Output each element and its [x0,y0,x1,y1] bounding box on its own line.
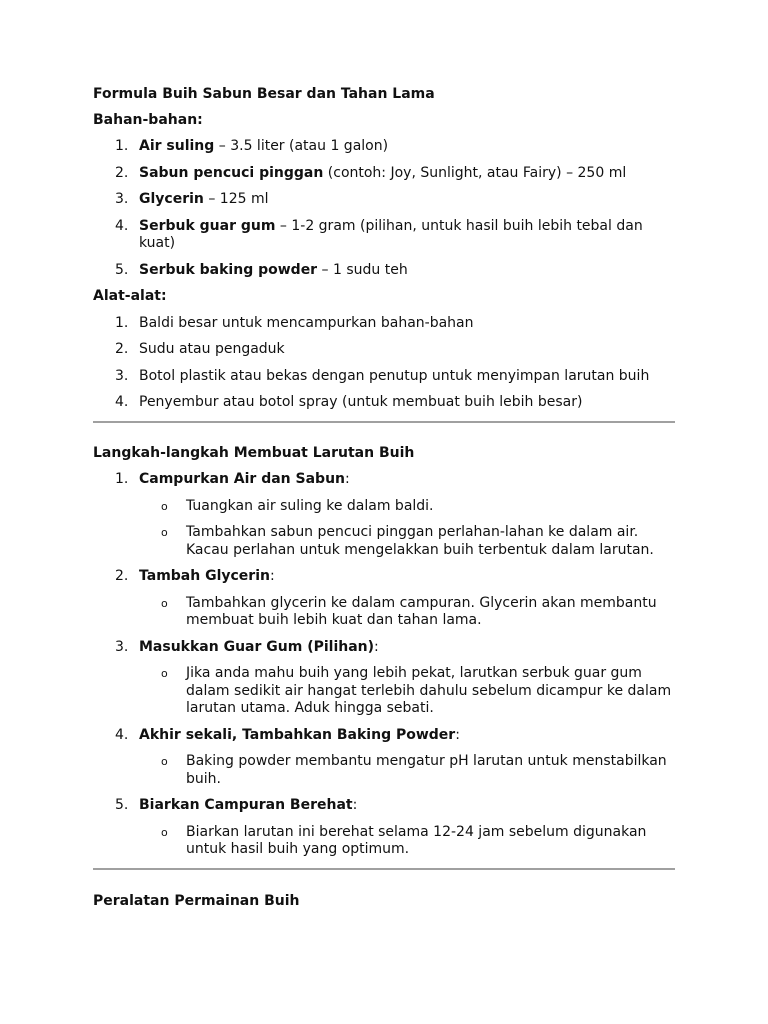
list-number: 3. [115,638,129,655]
substep-text: Tambahkan glycerin ke dalam campuran. Glycerin akan membantu membuat buih lebih kuat dan tahan lama. [186,594,657,628]
substep-list [139,595,675,630]
substep-item [139,595,675,630]
tool-text: Botol plastik atau bekas dengan penutup untuk menyimpan larutan buih [139,367,650,384]
step-colon: : [352,797,358,813]
list-item [93,341,675,359]
tool-text: Penyembur atau botol spray (untuk membuat buih lebih besar) [139,394,583,410]
substep-text: Baking powder membantu mengatur pH larutan untuk menstabilkan buih. [186,753,667,787]
formula-title: Formula Buih Sabun Besar dan Tahan Lama [93,86,435,102]
equipment-title: Peralatan Permainan Buih [93,892,300,909]
substep-item [139,524,675,559]
substep-item [139,824,675,859]
list-number: 2. [115,341,129,357]
ingredient-detail: – 3.5 liter (atau 1 galon) [214,138,389,154]
substep-text: Tambahkan sabun pencuci pinggan perlahan-lahan ke dalam air. Kacau perlahan untuk mengelakkan buih terbentuk dalam larutan. [186,524,654,558]
ingredient-name: Glycerin [139,191,204,207]
tool-text: Sudu atau pengaduk [139,341,285,357]
steps-title: Langkah-langkah Membuat Larutan Buih [93,444,415,461]
list-number: 4. [115,217,129,234]
ingredient-name: Sabun pencuci pinggan [139,164,324,181]
substep-text: Jika anda mahu buih yang lebih pekat, larutkan serbuk guar gum dalam sedikit air hangat terlebih dahulu sebelum dicampur ke dalam larutan utama. Aduk hingga sebati. [186,665,672,716]
substep-list [139,824,675,859]
bullet-marker: o [161,499,168,513]
list-item [93,191,675,209]
step-item [93,471,675,559]
tool-text: Baldi besar untuk mencampurkan bahan-bahan [139,314,474,331]
document-page [93,86,675,910]
step-item [93,568,675,630]
ingredients-list [93,138,675,279]
substep-text: Tuangkan air suling ke dalam baldi. [186,497,434,514]
list-number: 3. [115,191,129,207]
list-item [93,262,675,280]
step-colon: : [345,471,350,487]
list-number: 5. [115,261,129,278]
substep-text: Biarkan larutan ini berehat selama 12-24 jam sebelum digunakan untuk hasil buih yang optimum. [186,823,647,857]
ingredient-name: Air suling [139,138,215,154]
ingredient-detail: (contoh: Joy, Sunlight, atau Fairy) – 250 ml [323,164,627,181]
list-number: 1. [115,314,129,331]
list-number: 2. [115,568,129,584]
section-divider [93,421,675,423]
steps-list [93,471,675,859]
list-number: 1. [115,471,129,487]
tools-list [93,315,675,412]
list-number: 4. [115,726,129,743]
list-number: 5. [115,797,129,813]
step-colon: : [269,568,275,584]
substep-list [139,665,675,718]
step-title: Campurkan Air dan Sabun [139,471,346,487]
step-item [93,797,675,859]
ingredients-heading: Bahan-bahan: [93,111,203,128]
step-title: Akhir sekali, Tambahkan Baking Powder [139,726,456,743]
step-item [93,639,675,718]
substep-list [139,753,675,788]
list-item [93,315,675,333]
bullet-marker: o [161,825,168,839]
bullet-marker: o [161,526,168,539]
step-colon: : [374,638,379,655]
substep-item [139,498,675,516]
tools-heading: Alat-alat: [93,288,167,304]
substep-list [139,498,675,560]
ingredient-detail: – 1 sudu teh [317,261,408,278]
step-item [93,727,675,789]
list-number: 3. [115,367,129,384]
step-title: Tambah Glycerin [139,568,270,584]
ingredient-name: Serbuk guar gum [139,217,276,234]
list-item [93,218,675,253]
step-colon: : [455,726,460,743]
step-title: Biarkan Campuran Berehat [139,797,353,813]
step-title: Masukkan Guar Gum (Pilihan) [139,638,375,655]
list-item [93,368,675,386]
list-item [93,394,675,412]
bullet-marker: o [161,755,168,768]
list-item [93,165,675,183]
bullet-marker: o [161,667,168,680]
list-item [93,138,675,156]
list-number: 4. [115,394,129,410]
substep-item [139,753,675,788]
ingredient-detail: – 125 ml [203,191,269,207]
ingredient-detail: – 1-2 gram (pilihan, untuk hasil buih lebih tebal dan kuat) [139,217,643,251]
list-number: 1. [115,138,129,154]
ingredient-name: Serbuk baking powder [139,261,318,278]
list-number: 2. [115,164,129,181]
section-divider [93,868,675,870]
bullet-marker: o [161,596,168,610]
substep-item [139,665,675,718]
